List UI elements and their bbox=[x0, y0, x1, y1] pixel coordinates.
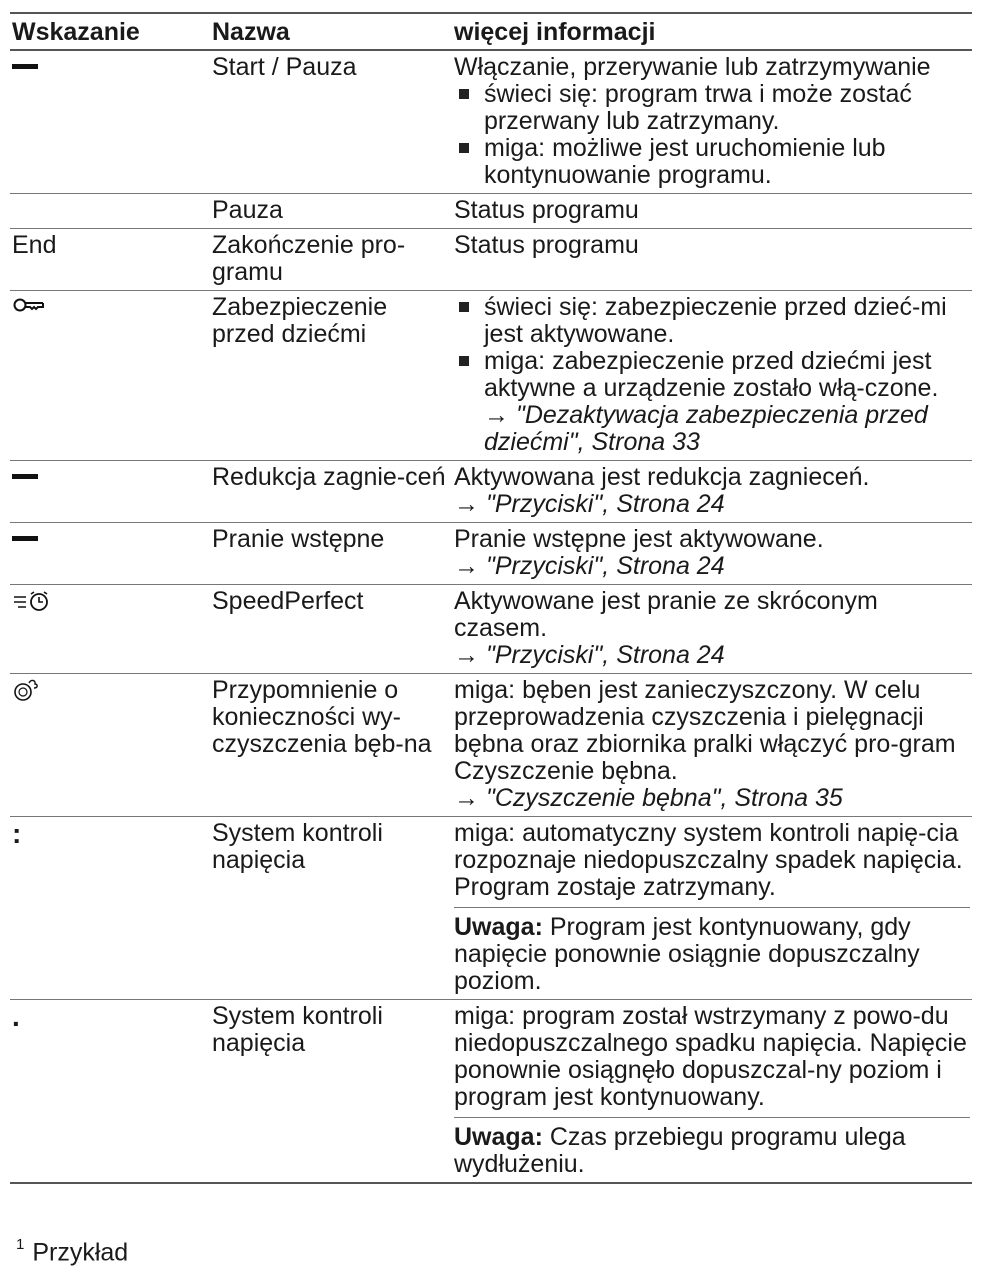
table-row bbox=[10, 674, 972, 817]
row-text: Aktywowane jest pranie ze skróconym czasem. bbox=[454, 587, 878, 642]
row-text: miga: bęben jest zanieczyszczony. W celu przeprowadzenia czyszczenia i pielęgnacji bębna oraz zbiornika pralki włączyć pro-gram Czyszczenie bębna. bbox=[454, 676, 956, 785]
footnote bbox=[16, 1238, 128, 1267]
table-row bbox=[10, 817, 972, 1000]
table-row bbox=[10, 523, 972, 585]
dot-indicator: . bbox=[10, 1000, 212, 1184]
dash-icon bbox=[12, 474, 38, 479]
table-header-row bbox=[10, 13, 972, 50]
footnote-text: Przykład bbox=[32, 1238, 129, 1267]
table-row bbox=[10, 50, 972, 194]
row-name: Przypomnienie o konieczności wy-czyszczenia bęb-na bbox=[212, 674, 454, 817]
note-text: Czas przebiegu programu ulega wydłużeniu. bbox=[454, 1123, 906, 1178]
bullet-item: miga: możliwe jest uruchomienie lub kontynuowanie programu. bbox=[454, 135, 970, 189]
row-name: Pauza bbox=[212, 194, 454, 229]
header-more-info: więcej informacji bbox=[454, 13, 972, 50]
row-text: Status programu bbox=[454, 194, 972, 229]
row-name: Zakończenie pro-gramu bbox=[212, 229, 454, 291]
note bbox=[454, 907, 970, 995]
footnote-marker: 1 bbox=[16, 1236, 25, 1253]
table-row bbox=[10, 461, 972, 523]
row-name: SpeedPerfect bbox=[212, 585, 454, 674]
row-name: Start / Pauza bbox=[212, 50, 454, 194]
note bbox=[454, 1117, 970, 1178]
page-reference: → "Przyciski", Strona 24 bbox=[454, 552, 725, 580]
key-icon bbox=[12, 294, 46, 316]
page-reference: → "Dezaktywacja zabezpieczenia przed dziećmi", Strona 33 bbox=[484, 401, 928, 456]
table-row bbox=[10, 291, 972, 461]
table-row bbox=[10, 585, 972, 674]
row-name: System kontroli napięcia bbox=[212, 1000, 454, 1184]
table-row bbox=[10, 1000, 972, 1184]
row-name: Redukcja zagnie-ceń bbox=[212, 461, 454, 523]
dash-icon bbox=[12, 536, 38, 541]
row-text: Włączanie, przerywanie lub zatrzymywanie bbox=[454, 53, 931, 81]
header-name: Nazwa bbox=[212, 13, 454, 50]
row-text: Status programu bbox=[454, 229, 972, 291]
note-label: Uwaga: bbox=[454, 1123, 543, 1151]
dash-icon bbox=[12, 64, 38, 69]
row-name: Zabezpieczenie przed dziećmi bbox=[212, 291, 454, 461]
row-text: Pranie wstępne jest aktywowane. bbox=[454, 525, 824, 553]
indicator-table bbox=[10, 12, 972, 1184]
colon-indicator: : bbox=[10, 817, 212, 1000]
bullet-item: świeci się: program trwa i może zostać przerwany lub zatrzymany. bbox=[454, 81, 970, 135]
page-reference: → "Czyszczenie bębna", Strona 35 bbox=[454, 784, 843, 812]
note-text: Program jest kontynuowany, gdy napięcie ponownie osiągnie dopuszczalny poziom. bbox=[454, 913, 920, 995]
row-text: miga: program został wstrzymany z powo-du niedopuszczalnego spadku napięcia. Napięcie ponownie osiągnęło dopuszczal-ny poziom i program jest kontynuowany. bbox=[454, 1002, 967, 1111]
row-text: Aktywowana jest redukcja zagnieceń. bbox=[454, 463, 870, 491]
page-reference: → "Przyciski", Strona 24 bbox=[454, 641, 725, 669]
row-text: miga: automatyczny system kontroli napię-cia rozpoznaje niedopuszczalny spadek napięcia. Program zostaje zatrzymany. bbox=[454, 819, 963, 901]
table-row bbox=[10, 194, 972, 229]
bullet-item: miga: zabezpieczenie przed dziećmi jest aktywne a urządzenie zostało włą-czone. bbox=[454, 348, 970, 402]
page-reference: → "Przyciski", Strona 24 bbox=[454, 490, 725, 518]
bullet-item: świeci się: zabezpieczenie przed dzieć-mi jest aktywowane. bbox=[454, 294, 970, 348]
speedperfect-clock-icon bbox=[12, 588, 56, 614]
row-name: System kontroli napięcia bbox=[212, 817, 454, 1000]
note-label: Uwaga: bbox=[454, 913, 543, 941]
drum-clean-icon bbox=[12, 677, 40, 703]
row-symbol-text: End bbox=[10, 229, 212, 291]
row-name: Pranie wstępne bbox=[212, 523, 454, 585]
table-row bbox=[10, 229, 972, 291]
header-indicator: Wskazanie bbox=[10, 13, 212, 50]
